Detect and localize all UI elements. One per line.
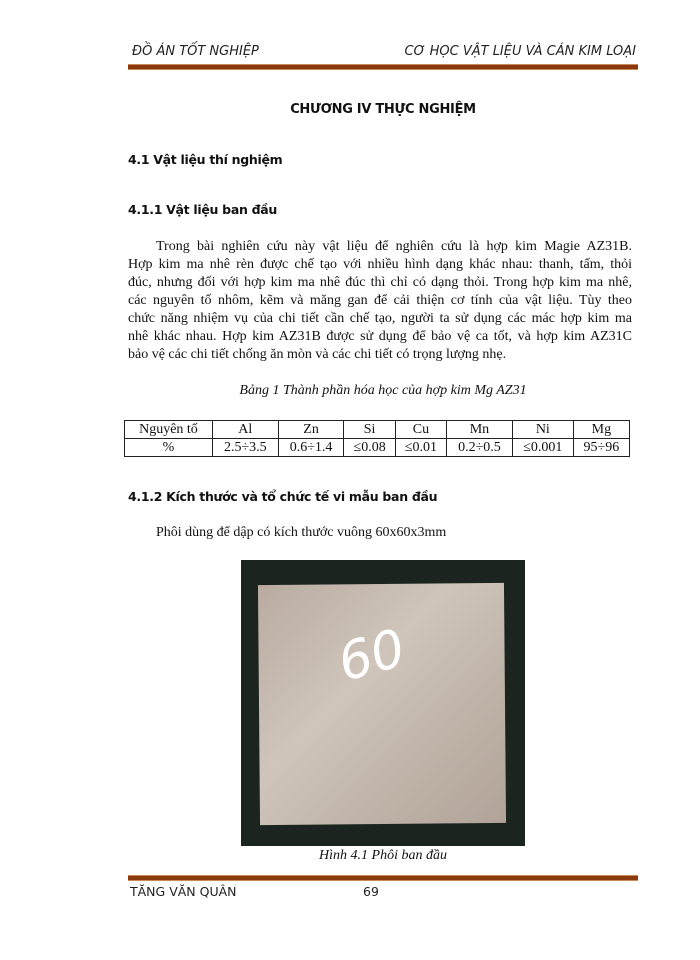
footer-rule [128,875,638,881]
table-cell: Nguyên tố [125,421,213,439]
metal-plate [258,583,506,825]
paragraph-line: đúc, nhưng đối với hợp kim ma nhê đúc thì chỉ có dạng thỏi. Trong hợp kim ma nhê, [128,275,632,290]
paragraph-line: Hợp kim ma nhê rèn được chế tạo với nhiều hình dạng khác nhau: thanh, tấm, thỏi [128,257,632,272]
footer-author: TĂNG VĂN QUÂN [130,884,237,899]
table-cell: Mg [573,421,629,439]
table-cell: 2.5÷3.5 [212,439,278,457]
section-heading-4-1-2: 4.1.2 Kích thước và tổ chức tế vi mẫu ban đầu [128,489,438,504]
header-rule [128,64,638,70]
header-right: CƠ HỌC VẬT LIỆU VÀ CÁN KIM LOẠI [404,44,636,59]
photo-marking: 60 [331,618,412,694]
table-cell: ≤0.08 [344,439,395,457]
composition-table [124,420,630,457]
table-header-row [125,421,630,439]
paragraph-line: chức năng nhiệm vụ của chi tiết cần chế tạo, người ta sử dụng các mác hợp kim ma [128,311,632,326]
table-cell: 95÷96 [573,439,629,457]
table-cell: Si [344,421,395,439]
section-heading-4-1: 4.1 Vật liệu thí nghiệm [128,152,283,167]
table-cell: ≤0.001 [512,439,573,457]
paragraph-line: bảo vệ các chi tiết chống ăn mòn và các chi tiết có trọng lượng nhẹ. [128,347,507,362]
table-cell: 0.6÷1.4 [278,439,344,457]
header-left: ĐỒ ÁN TỐT NGHIỆP [132,44,259,59]
table-cell: % [125,439,213,457]
section-heading-4-1-1: 4.1.1 Vật liệu ban đầu [128,202,277,217]
body-paragraph [128,238,632,364]
paragraph-line: Trong bài nghiên cứu này vật liệu để nghiên cứu là hợp kim Magie AZ31B. [156,239,632,254]
table-cell: Ni [512,421,573,439]
figure-caption: Hình 4.1 Phôi ban đầu [319,848,447,863]
table-cell: Al [212,421,278,439]
table-caption: Bảng 1 Thành phần hóa học của hợp kim Mg AZ31 [239,383,527,398]
sample-photo [241,560,525,846]
table-cell: Cu [395,421,446,439]
table-cell: ≤0.01 [395,439,446,457]
table-cell: Mn [447,421,513,439]
table-cell: Zn [278,421,344,439]
chapter-title: CHƯƠNG IV THỰC NGHIỆM [290,102,476,117]
table-row [125,439,630,457]
sample-description: Phôi dùng để dập có kích thước vuông 60x60x3mm [156,525,447,540]
paragraph-line: các nguyên tố nhôm, kẽm và măng gan để cải thiện cơ tính của vật liệu. Tùy theo [128,293,632,308]
page-number: 69 [363,884,379,899]
paragraph-line: nhê khác nhau. Hợp kim AZ31B được sử dụng để bảo vệ ca tốt, và hợp kim AZ31C [128,329,632,344]
table-cell: 0.2÷0.5 [447,439,513,457]
